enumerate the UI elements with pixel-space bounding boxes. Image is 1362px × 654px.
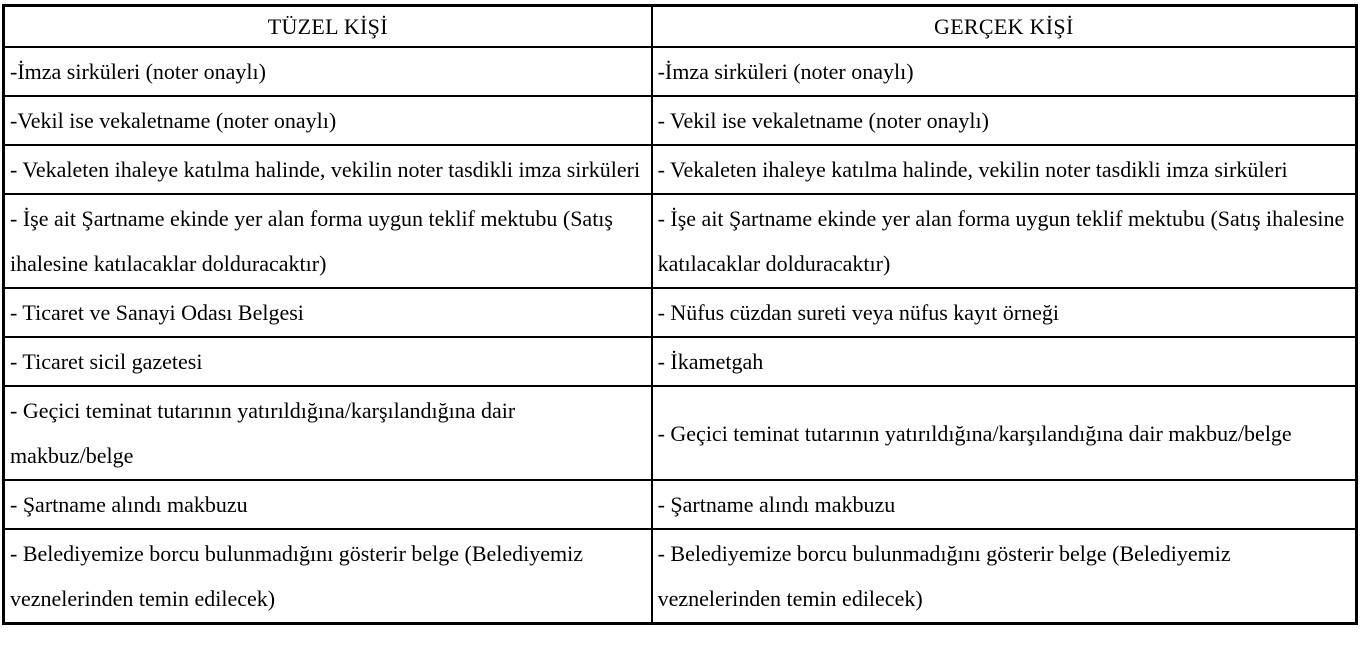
- table-row: [4, 194, 1357, 288]
- table-row: [4, 386, 1357, 480]
- cell-gercek: - Nüfus cüzdan sureti veya nüfus kayıt örneği: [652, 288, 1357, 337]
- header-cell-tuzel-kisi: TÜZEL KİŞİ: [4, 6, 652, 48]
- table-row: [4, 145, 1357, 194]
- cell-tuzel: - Ticaret sicil gazetesi: [4, 337, 652, 386]
- cell-tuzel: - Şartname alındı makbuzu: [4, 480, 652, 529]
- cell-tuzel: - Vekaleten ihaleye katılma halinde, vekilin noter tasdikli imza sirküleri: [4, 145, 652, 194]
- required-documents-table: [2, 4, 1358, 625]
- cell-tuzel: - Ticaret ve Sanayi Odası Belgesi: [4, 288, 652, 337]
- table-row: [4, 47, 1357, 96]
- cell-gercek: - Vekil ise vekaletname (noter onaylı): [652, 96, 1357, 145]
- header-row: [4, 6, 1357, 48]
- cell-tuzel: - İşe ait Şartname ekinde yer alan forma uygun teklif mektubu (Satış ihalesine katılacaklar dolduracaktır): [4, 194, 652, 288]
- cell-gercek: - Geçici teminat tutarının yatırıldığına/karşılandığına dair makbuz/belge: [652, 386, 1357, 480]
- cell-gercek: - Belediyemize borcu bulunmadığını gösterir belge (Belediyemiz veznelerinden temin edilecek): [652, 529, 1357, 624]
- table-row: [4, 288, 1357, 337]
- cell-tuzel: - Geçici teminat tutarının yatırıldığına/karşılandığına dair makbuz/belge: [4, 386, 652, 480]
- cell-gercek: - İşe ait Şartname ekinde yer alan forma uygun teklif mektubu (Satış ihalesine katılacaklar dolduracaktır): [652, 194, 1357, 288]
- cell-gercek: - Şartname alındı makbuzu: [652, 480, 1357, 529]
- cell-gercek: -İmza sirküleri (noter onaylı): [652, 47, 1357, 96]
- cell-tuzel: -Vekil ise vekaletname (noter onaylı): [4, 96, 652, 145]
- table-row: [4, 96, 1357, 145]
- header-cell-gercek-kisi: GERÇEK KİŞİ: [652, 6, 1357, 48]
- cell-tuzel: - Belediyemize borcu bulunmadığını gösterir belge (Belediyemiz veznelerinden temin edilecek): [4, 529, 652, 624]
- table-row: [4, 480, 1357, 529]
- table-row: [4, 529, 1357, 624]
- table-row: [4, 337, 1357, 386]
- cell-tuzel: -İmza sirküleri (noter onaylı): [4, 47, 652, 96]
- cell-gercek: - İkametgah: [652, 337, 1357, 386]
- cell-gercek: - Vekaleten ihaleye katılma halinde, vekilin noter tasdikli imza sirküleri: [652, 145, 1357, 194]
